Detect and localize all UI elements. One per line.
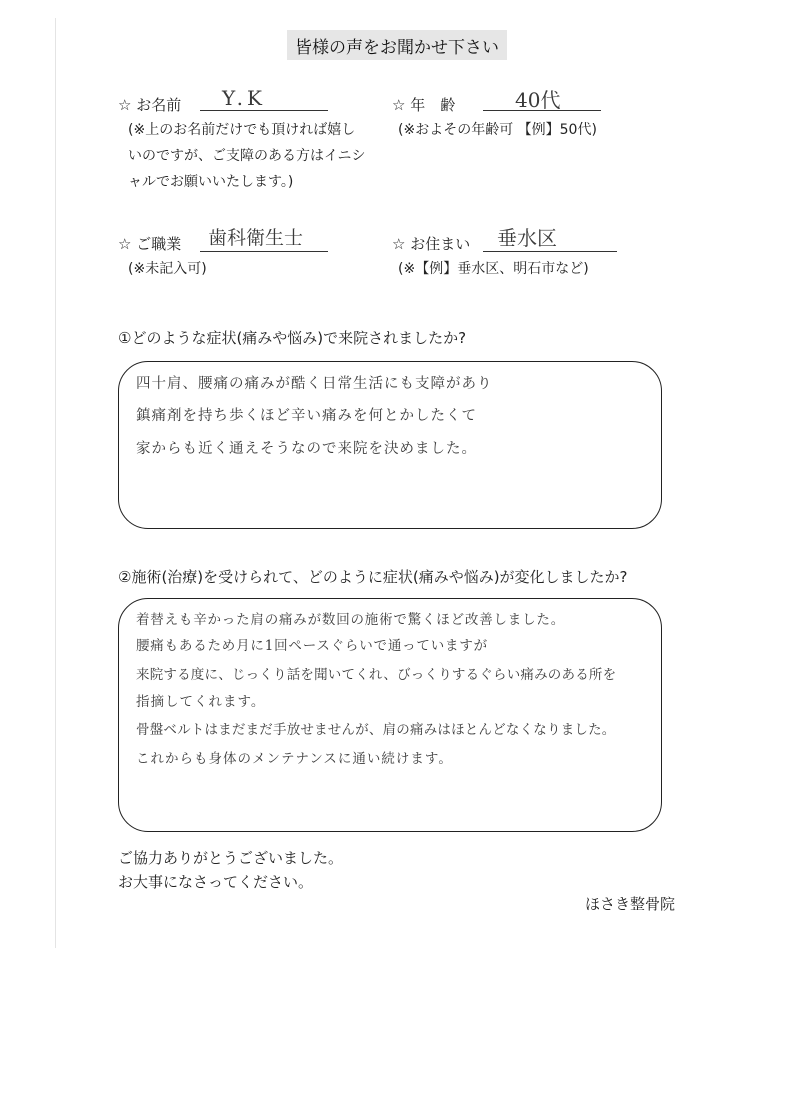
answer-1-line: 家からも近く通えそうなので来院を決めました。 bbox=[136, 441, 477, 457]
answer-2-line: 着替えも辛かった肩の痛みが数回の施術で驚くほど改善しました。 bbox=[136, 612, 565, 628]
answer-2-line: 来院する度に、じっくり話を聞いてくれ、びっくりするぐらい痛みのある所を bbox=[136, 667, 617, 683]
page-title bbox=[287, 30, 507, 60]
closing-message bbox=[118, 846, 343, 894]
answer-2-line: 指摘してくれます。 bbox=[136, 694, 266, 710]
age-note: (※およその年齢可 【例】50代) bbox=[398, 122, 597, 138]
name-value: Y.K bbox=[222, 86, 266, 110]
name-note: (※上のお名前だけでも頂ければ嬉しいのですが、ご支障のある方はイニシャルでお願いいたします。) bbox=[128, 122, 366, 190]
residence-label: ☆ お住まい bbox=[392, 235, 471, 253]
answer-2-line: 腰痛もあるため月に1回ペースぐらいで通っていますが bbox=[136, 638, 488, 654]
age-label: ☆ 年 齢 bbox=[392, 96, 456, 114]
occupation-label: ☆ ご職業 bbox=[118, 235, 182, 253]
name-label: ☆ お名前 bbox=[118, 96, 182, 114]
residence-underline bbox=[483, 251, 617, 252]
question-2: ②施術(治療)を受けられて、どのように症状(痛みや悩み)が変化しましたか? bbox=[118, 568, 628, 586]
closing-line-1: ご協力ありがとうございました。 bbox=[118, 849, 344, 867]
clinic-name: ほさき整骨院 bbox=[585, 895, 676, 913]
age-underline bbox=[483, 110, 601, 111]
age-value: 40代 bbox=[515, 88, 561, 112]
answer-2-line: これからも身体のメンテナンスに通い続けます。 bbox=[136, 751, 453, 767]
residence-value: 垂水区 bbox=[497, 226, 557, 250]
closing-line-2: お大事になさってください。 bbox=[118, 873, 314, 891]
answer-1-line: 四十肩、腰痛の痛みが酷く日常生活にも支障があり bbox=[136, 376, 493, 392]
occupation-underline bbox=[200, 251, 328, 252]
answer-1-line: 鎮痛剤を持ち歩くほど辛い痛みを何とかしたくて bbox=[136, 408, 477, 424]
question-1: ①どのような症状(痛みや悩み)で来院されましたか? bbox=[118, 329, 467, 347]
answer-2-line: 骨盤ベルトはまだまだ手放せませんが、肩の痛みはほとんどなくなりました。 bbox=[136, 722, 616, 738]
occupation-note: (※未記入可) bbox=[128, 261, 207, 277]
page-title-text: 皆様の声をお聞かせ下さい bbox=[295, 37, 499, 58]
residence-note: (※【例】垂水区、明石市など) bbox=[398, 261, 589, 277]
occupation-value: 歯科衛生士 bbox=[208, 227, 304, 249]
name-underline bbox=[200, 110, 328, 111]
